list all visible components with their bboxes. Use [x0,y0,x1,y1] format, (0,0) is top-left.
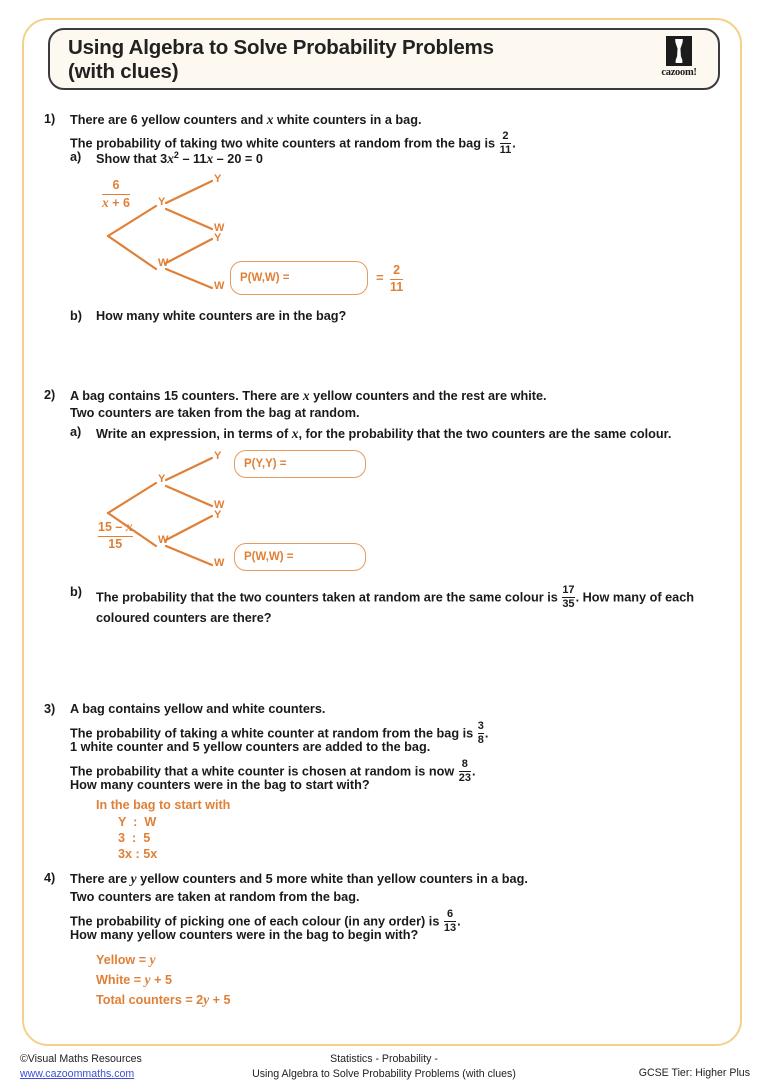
question-3-number: 3) [44,702,56,716]
question-2-line-2: Two counters are taken from the bag at random. [70,406,360,420]
question-4-clue-row-3: Total counters = 2y + 5 [96,992,231,1007]
page-title-line-2: (with clues) [68,60,179,84]
tree-node-wy-q2: Y [214,509,222,521]
question-3-line-2: The probability of taking a white counter at random from the bag is $\frac{3}{8}$ . [70,720,489,746]
question-4-clue-row-1: Yellow = y [96,952,156,967]
fraction-3-8: $\frac{3}{8}$ [477,720,484,746]
footer-copyright: ©Visual Maths Resources [20,1053,142,1065]
tree-node-yw: W [214,222,225,234]
tree-node-yy-q2: Y [214,450,222,462]
question-3-line-4: The probability that a white counter is chosen at random is now $\frac{8}{23}$ . [70,758,476,784]
question-1a-text: Show that $3x^2 - 11x - 20 = 0$ [96,150,263,167]
answer-box-pww-q1[interactable] [230,261,368,295]
question-2b-text: The probability that the two counters taken at random are the same colour is $\frac{17}{35}$ . How many of each coloured counters are there? [96,584,695,626]
answer-box-label: P(W,W) = [240,272,290,284]
footer-center-line-1: Statistics - Probability - [330,1053,438,1065]
answer-box-label-bottom: P(W,W) = [244,551,294,563]
question-3-clue-title: In the bag to start with [96,798,231,812]
answer-box-pww-q2[interactable] [234,543,366,571]
question-3-clue-row-2: 3 : 5 [118,831,151,845]
fraction-2-11: $\frac{2}{11}$ [499,130,512,156]
tree-node-ww-q2: W [214,557,225,569]
footer-website-link[interactable]: www.cazoommaths.com [20,1068,135,1081]
question-3-clue-row-1: Y : W [118,815,157,829]
tree-node-y-level1-q2: Y [158,473,166,485]
tree-node-y-level1: Y [158,196,166,208]
question-2a-text: Write an expression, in terms of x, for the probability that the two counters are the same colour. [96,426,672,441]
question-2b-label: b) [70,585,82,599]
fraction-17-35: $\frac{17}{35}$ [562,584,575,610]
question-2-number: 2) [44,388,56,402]
fraction-8-23: $\frac{8}{23}$ [458,758,471,784]
question-1-number: 1) [44,112,56,126]
tree-branch-fraction-6-over-x-plus-6: $\frac{6}{x + 6}$ [102,178,130,211]
question-2-line-1: A bag contains 15 counters. There are x yellow counters and the rest are white. [70,388,547,403]
tree-node-w-level1: W [158,257,169,269]
answer-box-label-top: P(Y,Y) = [244,458,287,470]
question-3-line-1: A bag contains yellow and white counters. [70,702,326,716]
question-3-clue-row-3: 3x : 5x [118,847,158,861]
question-1-line-2: The probability of taking two white counters at random from the bag is $\frac{2}{11}$ . [70,130,516,156]
question-4-number: 4) [44,871,56,885]
tree-node-w-level1-q2: W [158,534,169,546]
tree-branch-fraction-15-minus-x-over-15: $\frac{15 - x}{15}$ [98,519,133,552]
fraction-6-13: $\frac{6}{13}$ [443,908,457,934]
question-4-line-3: The probability of picking one of each colour (in any order) is $\frac{6}{13}$ . [70,908,461,934]
result-fraction-2-11: $\frac{2}{11}$ [390,263,404,295]
question-4-line-1: There are y yellow counters and 5 more white than yellow counters in a bag. [70,871,528,886]
question-2a-label: a) [70,425,82,439]
question-1b-label: b) [70,309,82,323]
cazoom-logo-text: cazoom! [661,67,697,78]
page-title-line-1: Using Algebra to Solve Probability Problems [68,36,494,59]
tree-node-wy: Y [214,232,222,244]
question-1a-label: a) [70,150,82,164]
footer-center-line-2: Using Algebra to Solve Probability Problems (with clues) [252,1068,516,1081]
question-4-line-4: How many yellow counters were in the bag to begin with? [70,928,419,942]
tree-node-yy: Y [214,173,222,185]
tree-node-yw-q2: W [214,499,225,511]
footer-tier: GCSE Tier: Higher Plus [638,1067,750,1079]
question-4-clue-row-2: White = y + 5 [96,972,172,987]
question-3-line-5: How many counters were in the bag to start with? [70,778,370,792]
answer-box-pyy-q2[interactable] [234,450,366,478]
page-footer [0,1052,768,1090]
question-1-line-1: There are 6 yellow counters and x white counters in a bag. [70,112,422,127]
question-4-line-2: Two counters are taken at random from the bag. [70,890,360,904]
question-3-line-3: 1 white counter and 5 yellow counters are added to the bag. [70,740,431,754]
tree-node-ww: W [214,280,225,292]
question-1b-text: How many white counters are in the bag? [96,309,347,323]
equals-sign-q1: = [376,270,384,285]
